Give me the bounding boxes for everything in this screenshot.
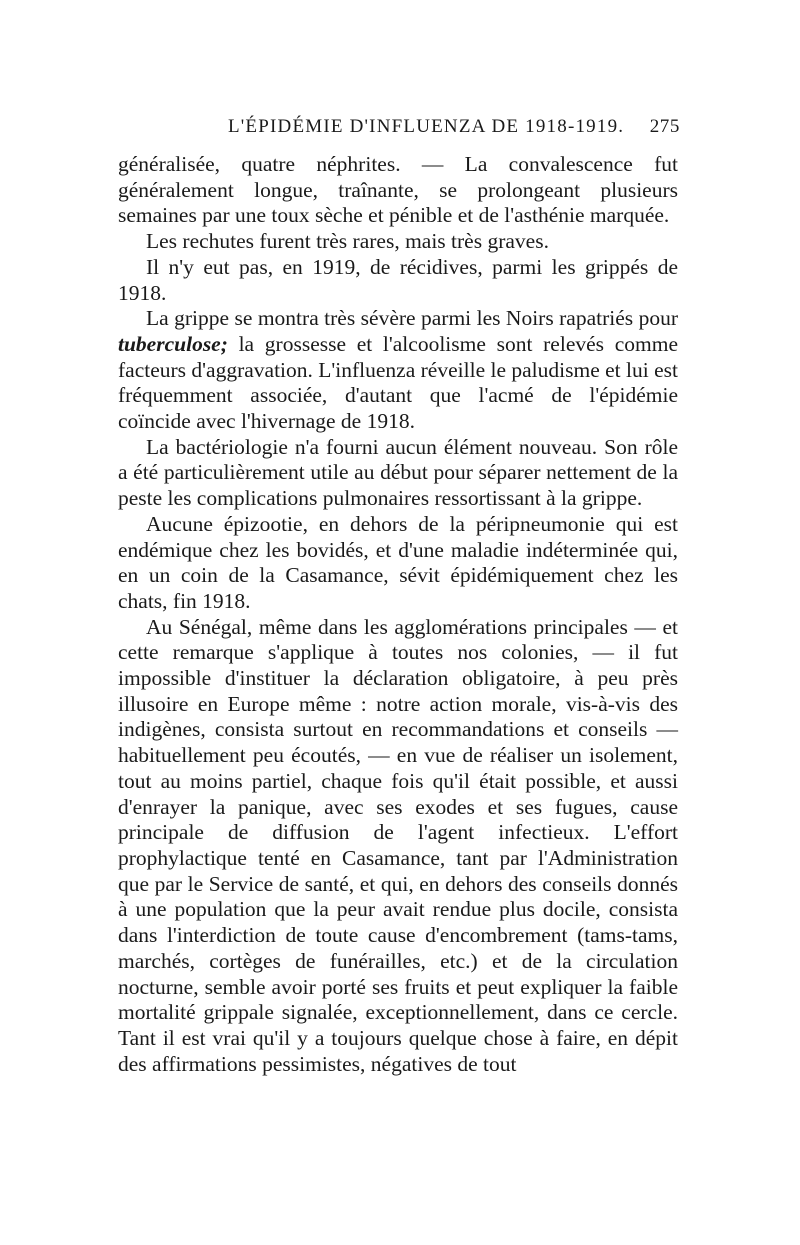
page-number: 275 [649,116,680,137]
paragraph-epizootic: Aucune épizootie, en dehors de la péripneumonie qui est endémique chez les bovidés, et d'une maladie indéterminée qui, en un coin de la Casamance, sévit épidémiquement chez les chats, fin 1918. [118,511,678,613]
paragraph-relapses: Les rechutes furent très rares, mais très graves. [146,229,549,254]
paragraph-severity-text-after: la grossesse et l'alcoolisme sont relevés comme facteurs d'aggravation. L'influenza réveille le paludisme et lui est fréquemment associée, d'autant que l'acmé de l'épidémie coïncide avec l'hivernage de 1918. [118,331,678,434]
paragraph-senegal: Au Sénégal, même dans les agglomérations principales — et cette remarque s'applique à toutes nos colonies, — il fut impossible d'instituer la déclaration obligatoire, à peu près illusoire en Europe même : notre action morale, vis-à-vis des indigènes, consista surtout en recommandations et conseils — habituellement peu écoutés, — en vue de réaliser un isolement, tout au moins partiel, chaque fois qu'il était possible, et aussi d'enrayer la panique, avec ses exodes et ses fugues, cause principale de diffusion de l'agent infectieux. L'effort prophylactique tenté en Casamance, tant par l'Administration que par le Service de santé, et qui, en dehors des conseils donnés à une population que la peur avait rendue plus docile, consista dans l'interdiction de toute cause d'encombrement (tams-tams, marchés, cortèges de funérailles, etc.) et de la circulation nocturne, semble avoir porté ses fruits et peut expliquer la faible mortalité grippale signalée, exceptionnellement, dans ce cercle. Tant il est vrai qu'il y a toujours quelque chose à faire, en dépit des affirmations pessimistes, négatives de tout [118,614,678,1076]
emphasis-tuberculose: tuberculose; [118,331,228,356]
paragraph-bacteriology: La bactériologie n'a fourni aucun élément nouveau. Son rôle a été particulièrement utile au début pour séparer nettement de la peste les complications pulmonaires ressortissant à la grippe. [118,434,678,511]
paragraph-recurrences: Il n'y eut pas, en 1919, de récidives, parmi les grippés de 1918. [118,254,678,305]
paragraph-severity [118,306,678,435]
running-title: L'ÉPIDÉMIE D'INFLUENZA DE 1918-1919. [228,116,625,137]
body-text [118,152,678,1077]
paragraph-continuation: généralisée, quatre néphrites. — La convalescence fut généralement longue, traînante, se prolongeant plusieurs semaines par une toux sèche et pénible et de l'asthénie marquée. [118,152,678,228]
paragraph-severity-text-before: La grippe se montra très sévère parmi les Noirs rapatriés pour [146,306,678,331]
running-head [228,116,680,146]
